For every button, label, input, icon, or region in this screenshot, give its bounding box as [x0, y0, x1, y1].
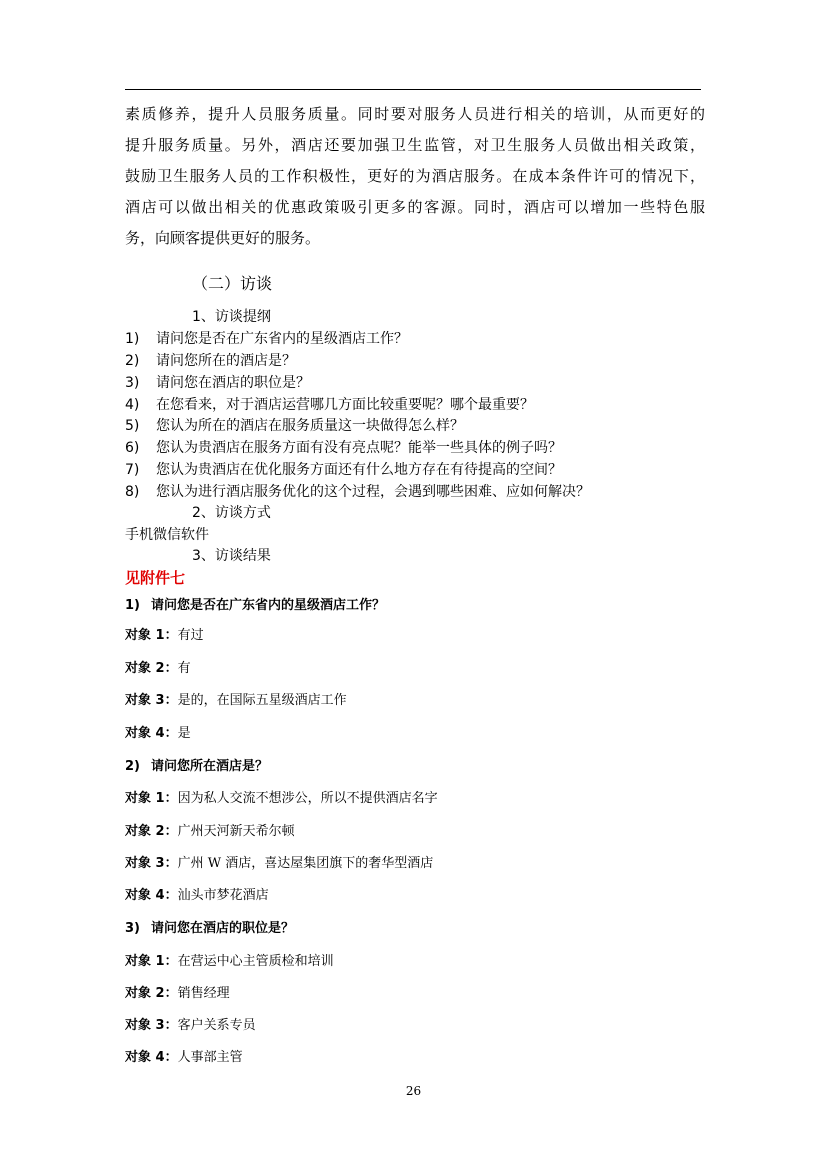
answer-text: 客户关系专员 — [177, 1018, 256, 1033]
question-text: 请问您是否在广东省内的星级酒店工作？ — [156, 331, 408, 347]
answer-text: 汕头市梦花酒店 — [177, 888, 269, 903]
answer-text: 是的，在国际五星级酒店工作 — [177, 693, 347, 708]
intro-line: 酒店可以做出相关的优惠政策吸引更多的客源。同时，酒店可以增加一些特色服 — [125, 198, 705, 216]
question-number: 1) — [125, 331, 140, 347]
answer-row — [125, 855, 433, 873]
outline-question — [125, 373, 310, 393]
answer-text: 在营运中心主管质检和培训 — [177, 954, 334, 969]
respondent-label: 对象 3： — [125, 693, 178, 708]
intro-line: 素质修养，提升人员服务质量。同时要对服务人员进行相关的培训，从而更好的 — [125, 105, 705, 123]
answer-text: 广州 W 酒店，喜达屋集团旗下的奢华型酒店 — [177, 856, 434, 871]
question-text: 请问您在酒店的职位是？ — [156, 375, 310, 391]
question-number: 8) — [125, 484, 140, 500]
respondent-label: 对象 2： — [125, 824, 178, 839]
question-number: 2) — [125, 759, 140, 774]
outline-question — [125, 329, 408, 349]
answer-row — [125, 953, 334, 971]
intro-line: 鼓励卫生服务人员的工作积极性，更好的为酒店服务。在成本条件许可的情况下， — [125, 167, 705, 185]
appendix-note: 见附件七 — [125, 569, 186, 587]
intro-paragraph — [125, 99, 705, 254]
answer-row — [125, 725, 191, 743]
answer-row — [125, 823, 295, 841]
answer-text: 因为私人交流不想涉公，所以不提供酒店名字 — [177, 791, 438, 806]
question-number: 2) — [125, 353, 140, 369]
question-text: 请问您在酒店的职位是？ — [151, 921, 295, 936]
respondent-label: 对象 4： — [125, 726, 178, 741]
question-number: 7) — [125, 462, 140, 478]
section-heading: （二）访谈 — [192, 274, 273, 293]
question-text: 请问您所在酒店是？ — [151, 759, 269, 774]
question-number: 6) — [125, 440, 140, 456]
answer-row — [125, 1017, 256, 1035]
question-text: 您认为进行酒店服务优化的这个过程，会遇到哪些困难、应如何解决？ — [156, 484, 590, 500]
answer-text: 有过 — [177, 628, 204, 643]
intro-line: 务，向顾客提供更好的服务。 — [125, 229, 321, 247]
respondent-label: 对象 1： — [125, 954, 178, 969]
answer-text: 广州天河新天希尔顿 — [177, 824, 295, 839]
answer-row — [125, 627, 204, 645]
question-number: 1) — [125, 598, 140, 613]
result-question — [125, 597, 385, 615]
question-text: 请问您所在的酒店是？ — [156, 353, 296, 369]
respondent-label: 对象 1： — [125, 791, 178, 806]
question-number: 3) — [125, 921, 140, 936]
question-text: 您认为所在的酒店在服务质量这一块做得怎么样？ — [156, 418, 464, 434]
question-text: 请问您是否在广东省内的星级酒店工作？ — [151, 598, 386, 613]
outline-question — [125, 460, 562, 480]
header-rule — [125, 89, 701, 90]
answer-row — [125, 660, 191, 678]
respondent-label: 对象 2： — [125, 661, 178, 676]
intro-line: 提升服务质量。另外，酒店还要加强卫生监管，对卫生服务人员做出相关政策， — [125, 136, 705, 154]
answer-text: 销售经理 — [177, 986, 230, 1001]
answer-text: 是 — [177, 726, 191, 741]
respondent-label: 对象 4： — [125, 888, 178, 903]
outline-question — [125, 482, 590, 502]
result-heading: 3、访谈结果 — [192, 548, 271, 564]
answer-row — [125, 1049, 243, 1067]
answer-row — [125, 887, 269, 905]
page-number: 26 — [405, 1084, 422, 1098]
question-text: 您认为贵酒店在优化服务方面还有什么地方存在有待提高的空间？ — [156, 462, 562, 478]
outline-question — [125, 438, 562, 458]
answer-row — [125, 790, 438, 808]
answer-text: 有 — [177, 661, 191, 676]
respondent-label: 对象 3： — [125, 1018, 178, 1033]
method-text: 手机微信软件 — [125, 527, 209, 543]
method-heading: 2、访谈方式 — [192, 505, 271, 521]
result-question — [125, 758, 268, 776]
respondent-label: 对象 2： — [125, 986, 178, 1001]
answer-row — [125, 985, 230, 1003]
outline-heading: 1、访谈提纲 — [192, 309, 271, 325]
result-question — [125, 920, 294, 938]
respondent-label: 对象 4： — [125, 1050, 178, 1065]
answer-text: 人事部主管 — [177, 1050, 243, 1065]
question-text: 您认为贵酒店在服务方面有没有亮点呢？能举一些具体的例子吗？ — [156, 440, 562, 456]
question-number: 3) — [125, 375, 140, 391]
outline-question — [125, 351, 296, 371]
outline-question — [125, 395, 534, 415]
question-number: 4) — [125, 397, 140, 413]
question-text: 在您看来，对于酒店运营哪几方面比较重要呢？哪个最重要？ — [156, 397, 534, 413]
respondent-label: 对象 3： — [125, 856, 178, 871]
question-number: 5) — [125, 418, 140, 434]
respondent-label: 对象 1： — [125, 628, 178, 643]
answer-row — [125, 692, 347, 710]
outline-question — [125, 416, 464, 436]
